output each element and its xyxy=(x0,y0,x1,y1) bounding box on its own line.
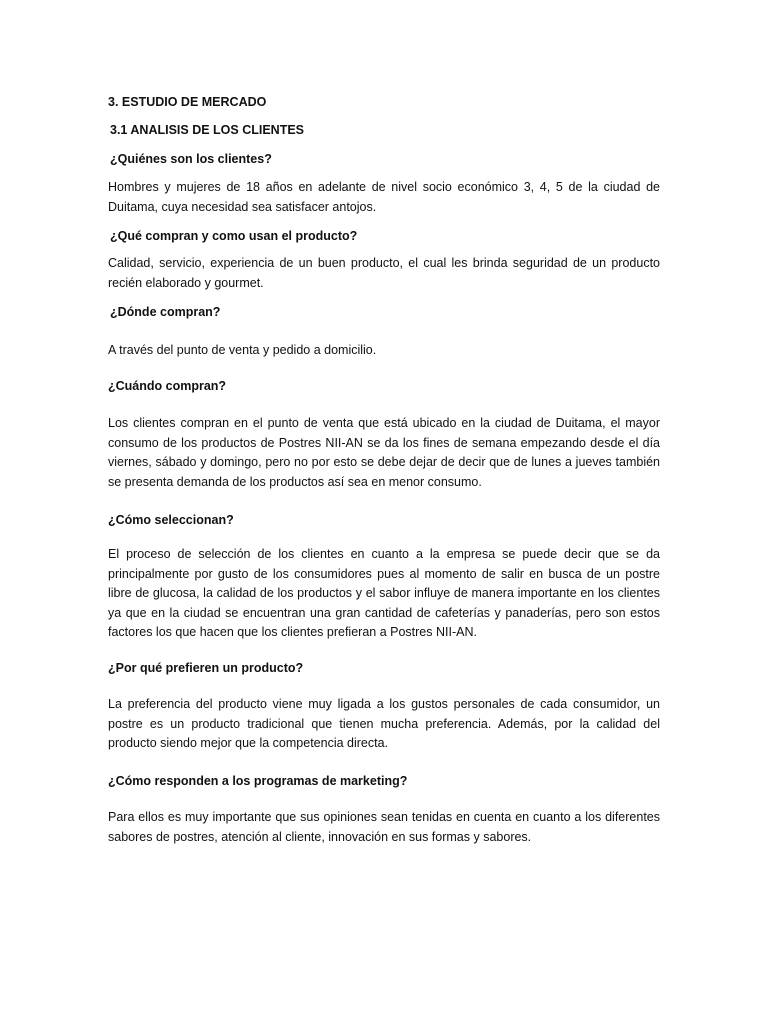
answer-how-select: El proceso de selección de los clientes en cuanto a la empresa se puede decir que se da principalmente por gusto de los consumidores pues al momento de salir en busca de un postre libre de glucosa, la calidad de los productos y el sabor influye de manera importante en los clientes ya que en la ciudad se encuentran una gran cantidad de cafeterías y panaderías, pero son estos factores los que hacen que los clientes prefieran a Postres NII-AN. xyxy=(108,547,660,639)
question-who: ¿Quiénes son los clientes? xyxy=(110,152,272,166)
answer-where: A través del punto de venta y pedido a domicilio. xyxy=(108,343,377,357)
answer-when: Los clientes compran en el punto de venta que está ubicado en la ciudad de Duitama, el mayor consumo de los productos de Postres NII-AN se da los fines de semana empezando desde el día viernes, sábado y domingo, pero no por esto se debe dejar de decir que de lunes a jueves también se presenta demanda de los productos así sea en menor consumo. xyxy=(108,416,660,489)
question-what: ¿Qué compran y como usan el producto? xyxy=(110,229,358,243)
question-when: ¿Cuándo compran? xyxy=(108,379,227,393)
section-title: 3. ESTUDIO DE MERCADO xyxy=(108,95,267,109)
question-where: ¿Dónde compran? xyxy=(110,305,221,319)
answer-why-prefer: La preferencia del producto viene muy ligada a los gustos personales de cada consumidor, un postre es un producto tradicional que tienen mucha preferencia. Además, por la calidad del producto siendo mejor que la competencia directa. xyxy=(108,697,660,750)
question-marketing: ¿Cómo responden a los programas de marketing? xyxy=(108,774,408,788)
question-how-select: ¿Cómo seleccionan? xyxy=(108,513,234,527)
answer-what: Calidad, servicio, experiencia de un buen producto, el cual les brinda seguridad de un producto recién elaborado y gourmet. xyxy=(108,256,660,290)
answer-marketing: Para ellos es muy importante que sus opiniones sean tenidas en cuenta en cuanto a los diferentes sabores de postres, atención al cliente, innovación en sus formas y sabores. xyxy=(108,810,660,844)
question-why-prefer: ¿Por qué prefieren un producto? xyxy=(108,661,304,675)
answer-who: Hombres y mujeres de 18 años en adelante de nivel socio económico 3, 4, 5 de la ciudad de Duitama, cuya necesidad sea satisfacer antojos. xyxy=(108,180,660,214)
subsection-title: 3.1 ANALISIS DE LOS CLIENTES xyxy=(110,123,305,137)
